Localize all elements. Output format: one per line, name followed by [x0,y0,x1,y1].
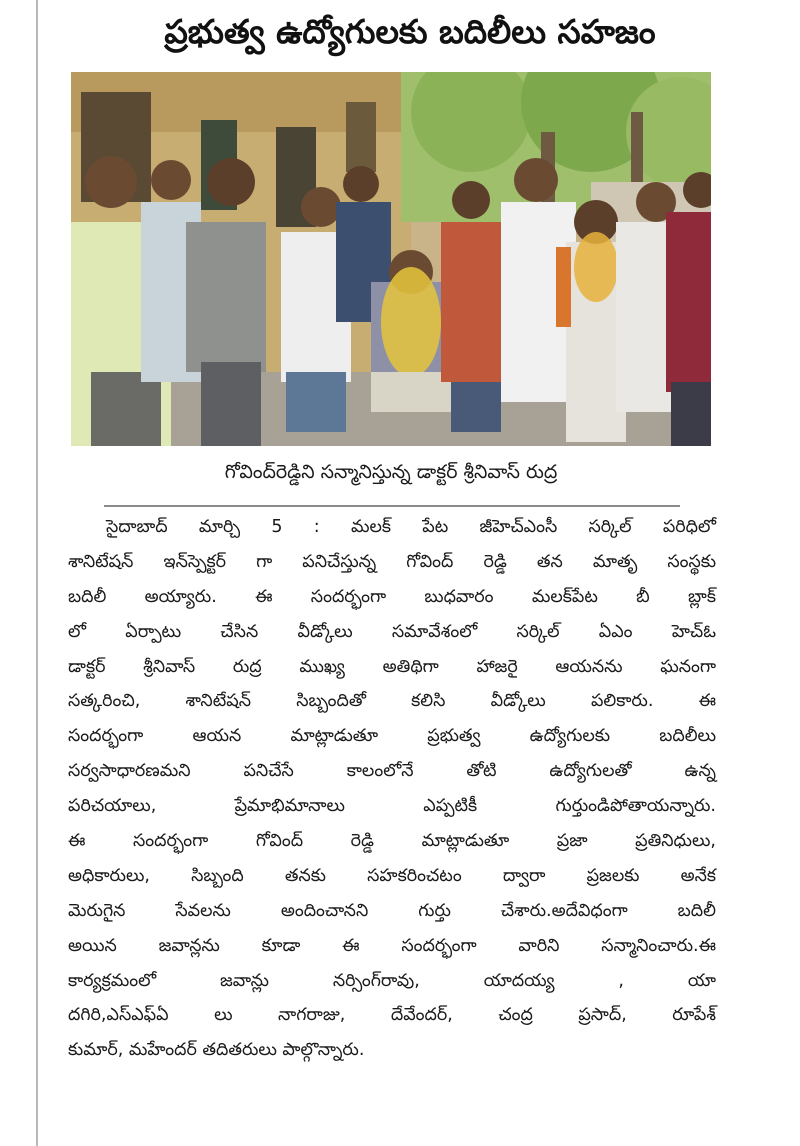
body-line: డాక్టర్ శ్రీనివాస్ రుద్ర ముఖ్య అతిథిగా హాజరై ఆయనను ఘనంగా [68,656,716,677]
caption-divider [104,505,680,507]
body-line: కార్యక్రమంలో జవాన్లు నర్సింగ్‌రావు, యాదయ్య , యా [68,970,716,991]
body-line: మెరుగైన సేవలను అందించానని గుర్తు చేశారు.అదేవిధంగా బదిలీ [68,900,716,921]
body-line: బదిలీ అయ్యారు. ఈ సందర్భంగా బుధవారం మలక్‌పేట బీ బ్లాక్ [68,586,716,607]
body-line: అయిన జవాన్లను కూడా ఈ సందర్భంగా వారిని సన్మానించారు.ఈ [68,935,716,956]
body-line: దగిరి,ఎస్ఎఫ్ఏ లు నాగరాజు, దేవేందర్, చంద్ర ప్రసాద్, రూపేశ్ [68,1005,716,1026]
article-body [68,510,716,1068]
article-photo [71,72,711,446]
body-line: సైదాబాద్ మార్చి 5 : మలక్ పేట జీహెచ్ఎంసీ సర్కిల్ పరిధిలో [106,517,716,537]
body-line: లో ఏర్పాటు చేసిన వీడ్కోలు సమావేశంలో సర్కిల్ ఏఎం హెచ్ఓ [68,621,716,642]
body-line: శానిటేషన్ ఇన్‌స్పెక్టర్ గా పనిచేస్తున్న గోవింద్ రెడ్డి తన మాతృ సంస్థకు [68,551,716,572]
body-line: కుమార్, మహేందర్ తదితరులు పాల్గొన్నారు. [68,1040,365,1061]
body-line: సందర్భంగా ఆయన మాట్లాడుతూ ప్రభుత్వ ఉద్యోగులకు బదిలీలు [68,726,716,747]
body-line: అధికారులు, సిబ్బంది తనకు సహకరించటం ద్వారా ప్రజలకు అనేక [68,865,716,886]
body-line: పరిచయాలు, ప్రేమాభిమానాలు ఎప్పటికీ గుర్తుండిపోతాయన్నారు. [68,796,716,817]
body-line: సత్కరించి, శానిటేషన్ సిబ్బందితో కలిసి వీడ్కోలు పలికారు. ఈ [68,691,716,712]
body-line: సర్వసాధారణమని పనిచేసే కాలంలోనే తోటి ఉద్యోగులతో ఉన్న [68,761,716,782]
column-divider [36,0,38,1146]
photo-caption: గోవింద్‌రెడ్డిని సన్మానిస్తున్న డాక్టర్ శ్రీనివాస్ రుద్ర [224,461,558,483]
body-line: ఈ సందర్భంగా గోవింద్ రెడ్డి మాట్లాడుతూ ప్రజా ప్రతినిధులు, [68,831,716,852]
article-headline: ప్రభుత్వ ఉద్యోగులకు బదిలీలు సహజం [164,12,656,51]
